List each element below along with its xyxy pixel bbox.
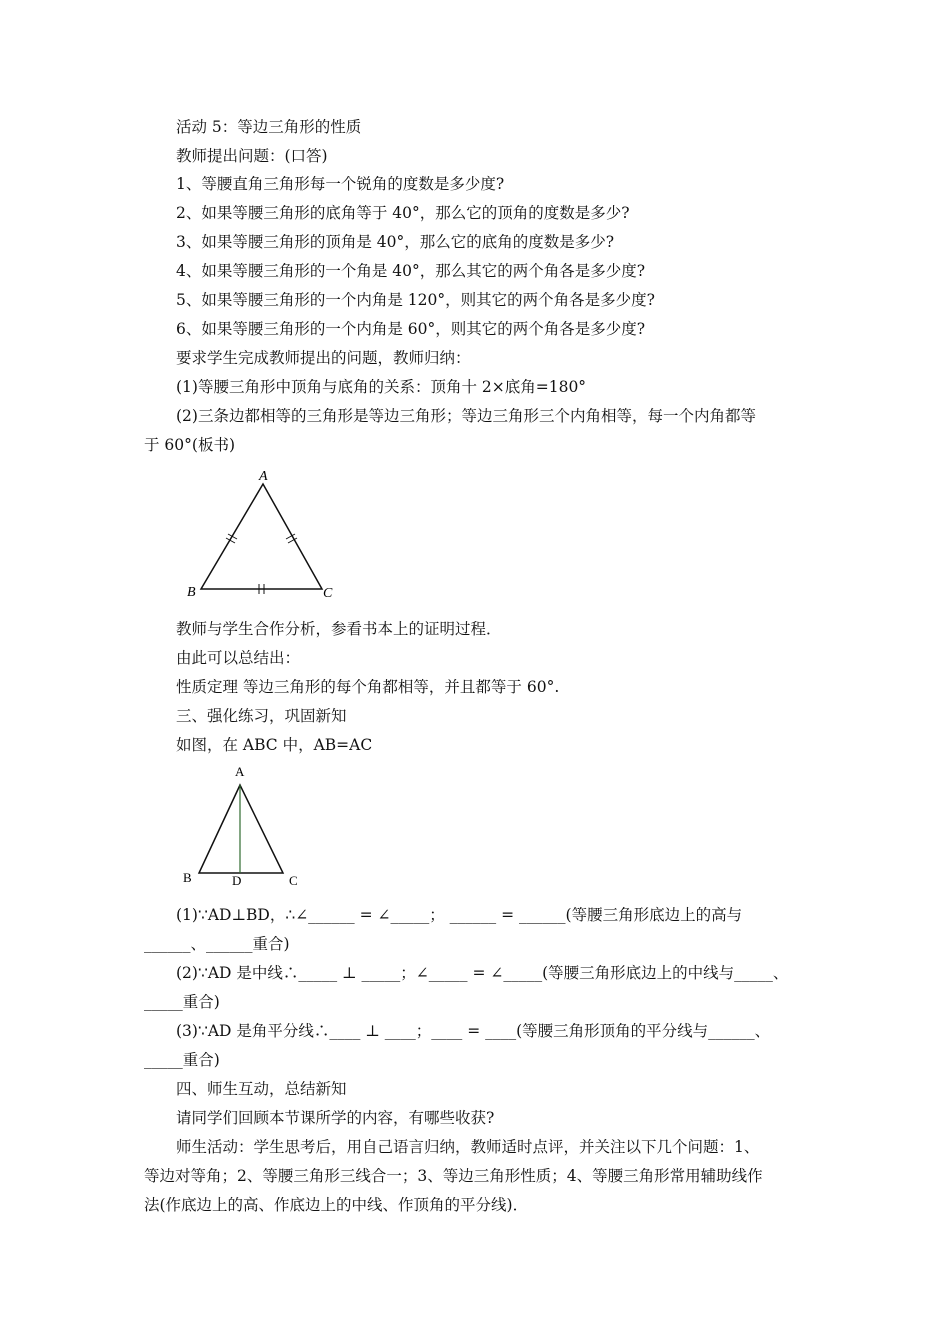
summary-2-line2: 于 60°(板书) [144, 436, 235, 454]
triangle-abc-isosceles [199, 785, 283, 873]
summary-2-line1: (2)三条边都相等的三角形是等边三角形；等边三角形三个内角相等，每一个内角都等 [176, 407, 756, 425]
interaction-activity-line3: 法(作底边上的高、作底边上的中线、作顶角的平分线)． [144, 1196, 529, 1214]
interaction-activity-line1: 师生活动：学生思考后，用自己语言归纳，教师适时点评，并关注以下几个问题：1、 [176, 1138, 760, 1156]
activity-title: 活动 5：等边三角形的性质 [176, 118, 362, 136]
label-d-2: D [232, 873, 242, 888]
interaction-question: 请同学们回顾本节课所学的内容，有哪些收获? [176, 1109, 495, 1127]
label-a-2: A [235, 764, 245, 779]
item3-line1: (3)∵AD 是角平分线∴____ ⊥ ____；____ = ____(等腰三角形顶角的平分线与______、 [176, 1022, 771, 1040]
label-b: B [187, 585, 196, 600]
question-1: 1、等腰直角三角形每一个锐角的度数是多少度? [176, 175, 505, 193]
summary-intro: 要求学生完成教师提出的问题，教师归纳： [176, 349, 471, 367]
question-6: 6、如果等腰三角形的一个内角是 60°，则其它的两个角各是多少度? [176, 320, 646, 338]
question-5: 5、如果等腰三角形的一个内角是 120°，则其它的两个角各是多少度? [176, 291, 655, 309]
item1-line1: (1)∵AD⊥BD，∴∠______ = ∠_____； ______ = ______(等腰三角形底边上的高与 [176, 906, 743, 924]
item2-line2: _____重合) [144, 993, 220, 1011]
question-intro: 教师提出问题：(口答) [176, 147, 328, 165]
theorem: 性质定理 等边三角形的每个角都相等，并且都等于 60°. [176, 678, 560, 696]
analysis-line2: 由此可以总结出： [176, 649, 301, 667]
question-4: 4、如果等腰三角形的一个角是 40°，那么其它的两个角各是多少度? [176, 262, 646, 280]
interaction-activity-line2: 等边对等角；2、等腰三角形三线合一；3、等边三角形性质；4、等腰三角形常用辅助线作 [144, 1167, 763, 1185]
equilateral-triangle-figure [180, 462, 350, 607]
practice-heading: 三、强化练习，巩固新知 [176, 707, 347, 725]
label-a: A [259, 469, 268, 484]
practice-intro: 如图，在 ABC 中，AB=AC [176, 736, 373, 754]
label-c-2: C [289, 873, 298, 888]
triangle-abc [201, 484, 322, 589]
item1-line2: ______、______重合) [144, 935, 290, 953]
analysis-line1: 教师与学生合作分析，参看书本上的证明过程． [176, 620, 502, 638]
isosceles-triangle-figure [175, 760, 315, 890]
summary-1: (1)等腰三角形中顶角与底角的关系：顶角十 2×底角=180° [176, 378, 587, 396]
label-c: C [323, 586, 333, 601]
item3-line2: _____重合) [144, 1051, 220, 1069]
label-b-2: B [183, 870, 192, 885]
question-3: 3、如果等腰三角形的顶角是 40°，那么它的底角的度数是多少? [176, 233, 615, 251]
item2-line1: (2)∵AD 是中线∴_____ ⊥ _____；∠_____ = ∠_____(等腰三角形底边上的中线与_____、 [176, 964, 789, 982]
question-2: 2、如果等腰三角形的底角等于 40°，那么它的顶角的度数是多少? [176, 204, 630, 222]
interaction-heading: 四、师生互动，总结新知 [176, 1080, 347, 1098]
